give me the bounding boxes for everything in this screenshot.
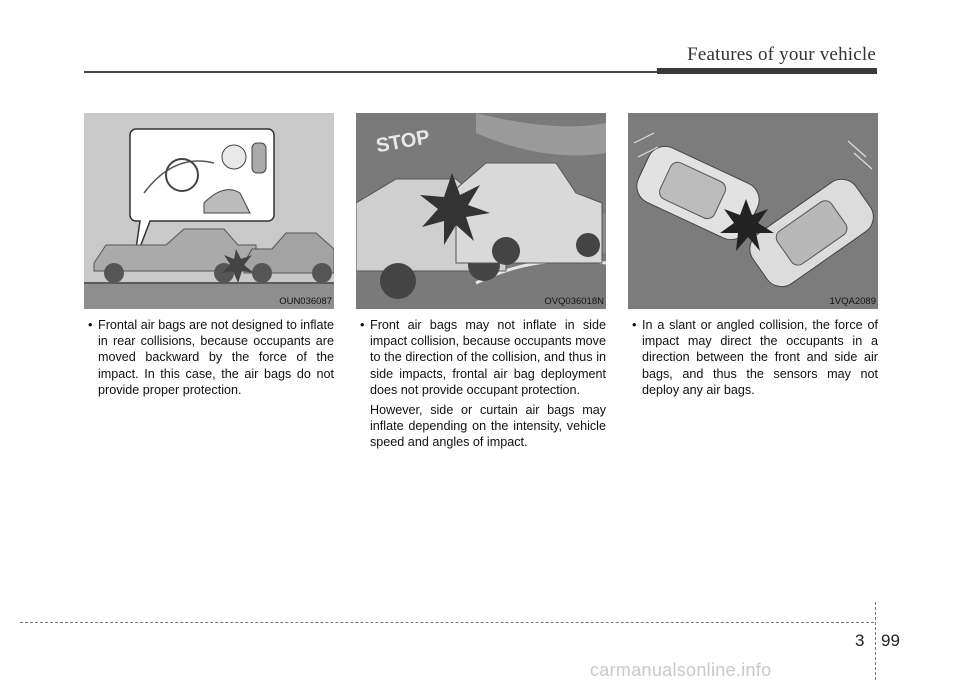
- figure-code: OVQ036018N: [544, 296, 604, 307]
- page-header-title: Features of your vehicle: [687, 44, 876, 65]
- rear-collision-illustration: [84, 113, 334, 309]
- column-rear-collision: [84, 113, 334, 398]
- paragraph-text: Frontal air bags are not designed to inflate in rear collisions, because occupants are moved backward by the force of the impact. In this case, the air bags do not provide proper protection.: [98, 318, 334, 397]
- figure-code: 1VQA2089: [829, 296, 876, 307]
- footer-rule: [20, 622, 874, 623]
- bullet: •: [360, 318, 365, 332]
- page-number: 99: [881, 631, 900, 650]
- header-rule-accent: [657, 68, 877, 74]
- bullet: •: [88, 318, 93, 332]
- chapter-number: 3: [855, 631, 865, 650]
- angled-collision-illustration: [628, 113, 878, 309]
- bullet: •: [632, 318, 637, 332]
- angled-collision-drawing: [628, 113, 878, 309]
- figure-code: OUN036087: [279, 296, 332, 307]
- stop-road-marking: STOP: [374, 126, 432, 158]
- side-impact-drawing: [356, 113, 606, 309]
- paragraph-rear-collision: [84, 317, 334, 398]
- rear-collision-drawing: [84, 113, 334, 309]
- paragraph-angled-collision: [628, 317, 878, 398]
- side-impact-illustration: [356, 113, 606, 309]
- watermark-text: carmanualsonline.info: [590, 660, 772, 680]
- paragraph-text: Front air bags may not inflate in side impact collision, because occupants move to the direction of the collision, and thus in side impacts, frontal air bag deployment does not provide occupant protection.: [370, 318, 606, 397]
- paragraph-side-impact: [356, 317, 606, 398]
- footer-divider: [875, 602, 876, 680]
- column-angled-collision: [628, 113, 878, 398]
- paragraph-text: In a slant or angled collision, the force of impact may direct the occupants in a direction between the front and side air bags, and thus the sensors may not deploy any air bags.: [642, 318, 878, 397]
- paragraph-side-curtain: However, side or curtain air bags may inflate depending on the intensity, vehicle speed and angles of impact.: [370, 403, 606, 450]
- column-side-impact: [356, 113, 606, 451]
